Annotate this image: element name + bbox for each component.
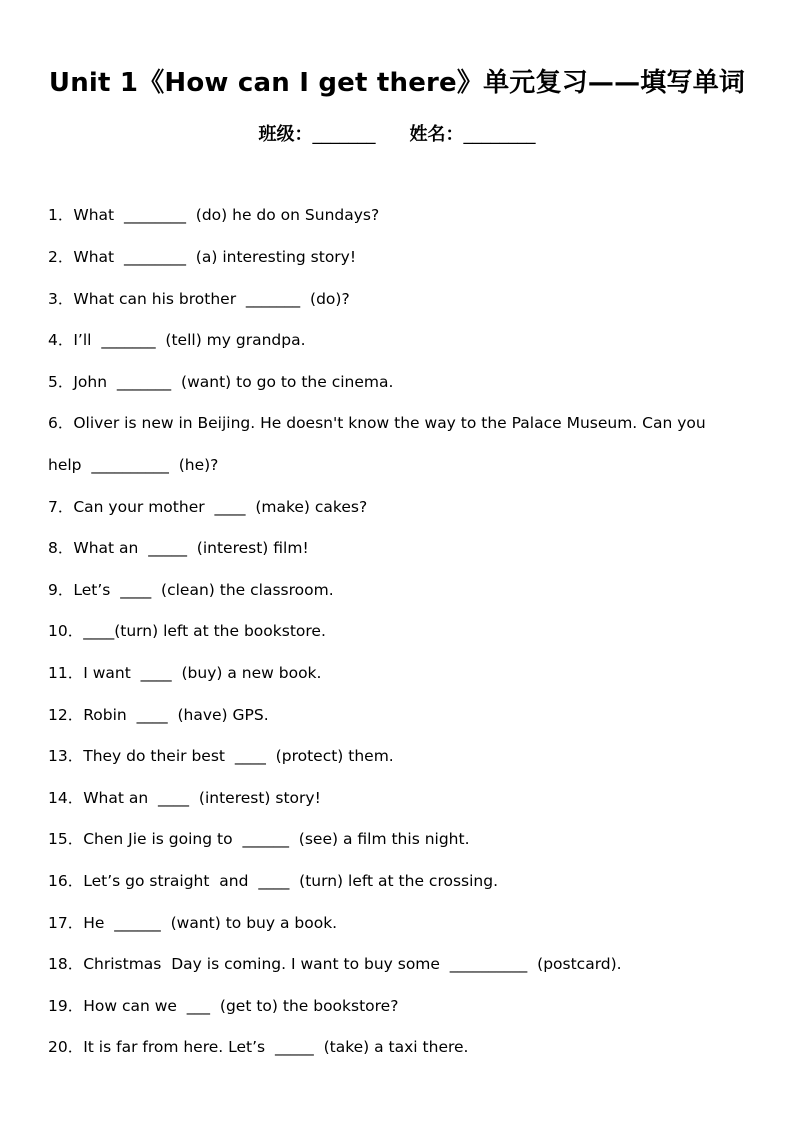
question-line: 5．John _______ (want) to go to the cinema. bbox=[48, 373, 394, 391]
name-blank: ________ bbox=[463, 124, 536, 145]
question-line: 16．Let’s go straight and ____ (turn) left at the crossing. bbox=[48, 872, 498, 890]
question-line: 3．What can his brother _______ (do)? bbox=[48, 290, 350, 308]
question-line: 6．Oliver is new in Beijing. He doesn't know the way to the Palace Museum. Can you bbox=[48, 414, 706, 432]
question-line: 11．I want ____ (buy) a new book. bbox=[48, 664, 322, 682]
question-line: 15．Chen Jie is going to ______ (see) a film this night. bbox=[48, 830, 470, 848]
question-line: 1．What ________ (do) he do on Sundays? bbox=[48, 206, 380, 224]
student-info bbox=[0, 120, 794, 146]
class-label: 班级： bbox=[258, 124, 313, 145]
question-line: 19．How can we ___ (get to) the bookstore? bbox=[48, 997, 399, 1015]
question-line: 9．Let’s ____ (clean) the classroom. bbox=[48, 581, 334, 599]
question-line: 17．He ______ (want) to buy a book. bbox=[48, 914, 338, 932]
question-line: 7．Can your mother ____ (make) cakes? bbox=[48, 498, 368, 516]
class-field bbox=[259, 120, 376, 146]
page-title: Unit 1《How can I get there》单元复习——填写单词 bbox=[48, 68, 746, 98]
question-line: help __________ (he)? bbox=[48, 456, 219, 474]
question-line: 4．I’ll _______ (tell) my grandpa. bbox=[48, 331, 306, 349]
name-label: 姓名： bbox=[409, 124, 464, 145]
name-field bbox=[410, 120, 536, 146]
question-line: 18．Christmas Day is coming. I want to buy some __________ (postcard). bbox=[48, 955, 622, 973]
question-line: 8．What an _____ (interest) film! bbox=[48, 539, 309, 557]
question-line: 20．It is far from here. Let’s _____ (take) a taxi there. bbox=[48, 1038, 469, 1056]
question-line: 2．What ________ (a) interesting story! bbox=[48, 248, 357, 266]
question-line: 12．Robin ____ (have) GPS. bbox=[48, 706, 269, 724]
question-line: 10．____(turn) left at the bookstore. bbox=[48, 622, 326, 640]
question-line: 13．They do their best ____ (protect) them. bbox=[48, 747, 394, 765]
question-line: 14．What an ____ (interest) story! bbox=[48, 789, 321, 807]
class-blank: _______ bbox=[312, 124, 376, 145]
